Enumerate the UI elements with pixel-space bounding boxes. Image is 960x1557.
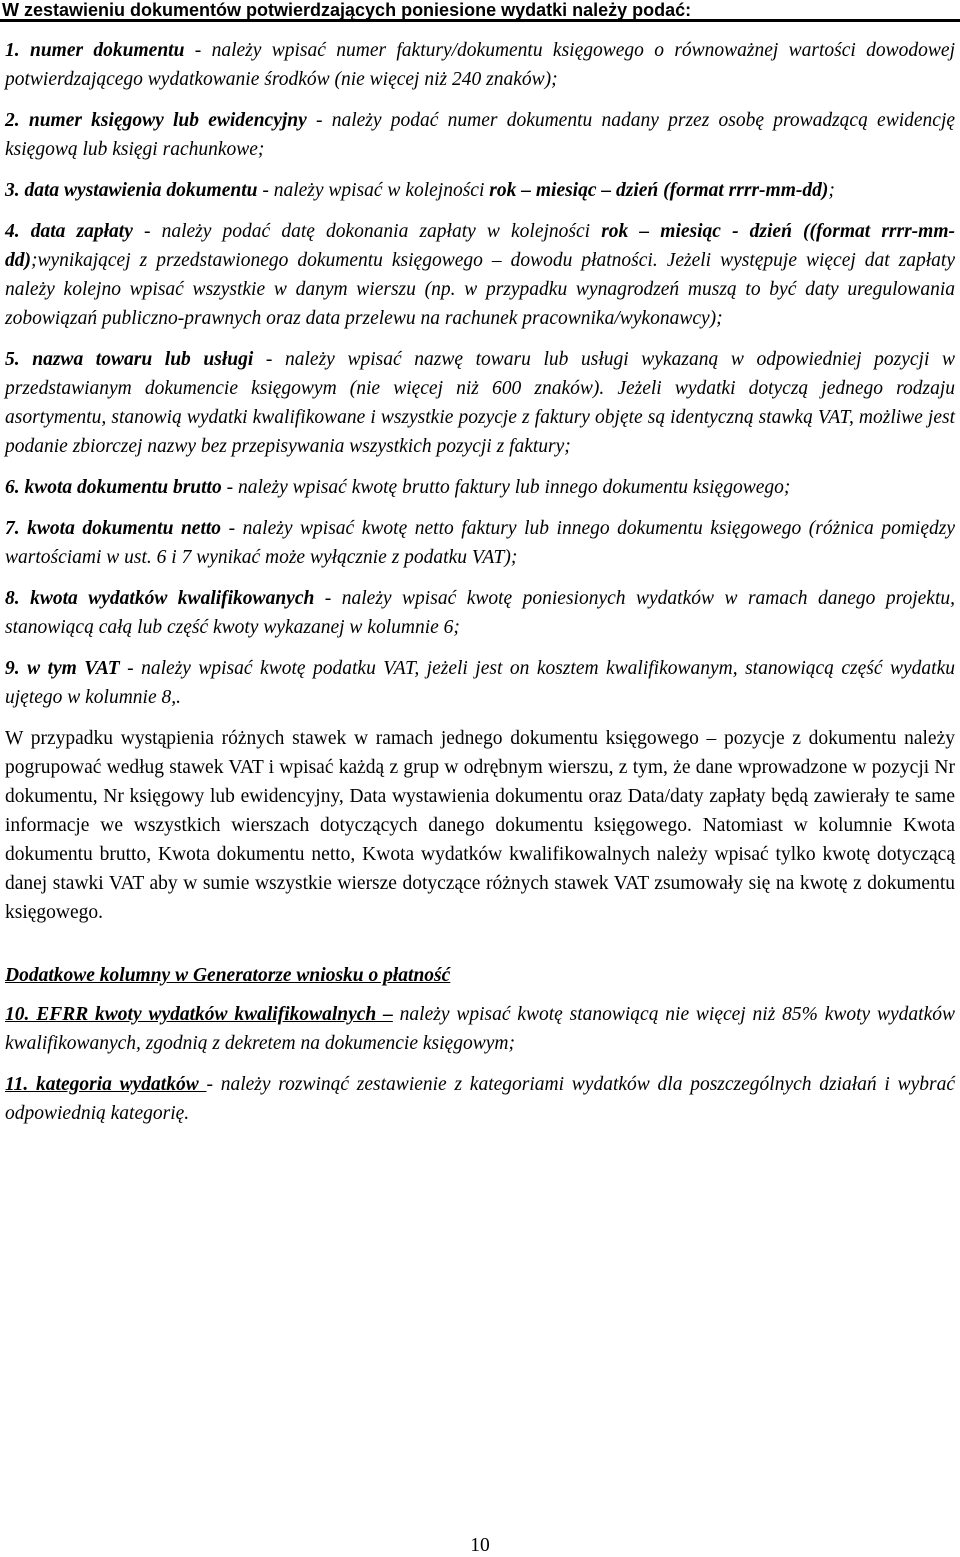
item-number: 7. xyxy=(5,518,20,539)
item-number: 8. xyxy=(5,588,20,609)
item-text: należy podać numer dokumentu nadany przez osobę prowadzącą ewidencję księgową lub księgi rachunkowe; xyxy=(5,110,956,160)
item-number: 6. xyxy=(5,477,20,498)
item-term: kwota dokumentu netto xyxy=(27,518,222,539)
item-text: należy wpisać kwotę poniesionych wydatków w ramach danego projektu, stanowiącą całą lub część kwoty wykazanej w kolumnie 6; xyxy=(5,588,955,638)
list-item-10 xyxy=(5,1000,955,1058)
item-separator: - xyxy=(314,588,342,609)
list-item-11 xyxy=(5,1070,955,1128)
page-header: W zestawieniu dokumentów potwierdzających poniesione wydatki należy podać: xyxy=(0,0,960,22)
list-item-5 xyxy=(5,345,955,461)
item-number: 1. xyxy=(5,40,20,61)
item-text: należy wpisać numer faktury/dokumentu księgowego o równoważnej wartości dowodowej potwierdzającego wydatkowanie środków (nie więcej niż 240 znaków); xyxy=(5,40,956,90)
item-text: należy wpisać kwotę netto faktury lub innego dokumentu księgowego (różnica pomiędzy wartościami w ust. 6 i 7 wynikać może wyłącznie z podatku VAT); xyxy=(5,518,955,568)
list-item-2 xyxy=(5,106,955,164)
item-text: - należy rozwinąć zestawienie z kategoriami wydatków dla poszczególnych działań i wybrać odpowiednią kategorię. xyxy=(5,1074,955,1124)
item-term: numer dokumentu xyxy=(29,40,185,61)
list-item-8 xyxy=(5,584,955,642)
item-term: nazwa towaru lub usługi xyxy=(32,349,254,370)
item-separator: - xyxy=(253,349,286,370)
list-item-3 xyxy=(5,176,955,205)
item-text: należy wpisać nazwę towaru lub usługi wykazaną w odpowiedniej pozycji w przedstawianym dokumencie księgowym (nie więcej niż 600 znaków). Jeżeli wydatki dotyczą jednego rodzaju asortymentu, stanowią wydatki kwalifikowane i wszystkie pozycje z faktury objęte są identyczną stawką VAT, możliwe jest podanie zbiorczej nazwy bez przepisywania wszystkich pozycji z faktury; xyxy=(5,349,955,457)
item-term: kwota dokumentu brutto xyxy=(24,477,222,498)
item-date-format: rok – miesiąc - dzień ((format rrrr-mm-dd) xyxy=(5,221,956,271)
item-number: 3. xyxy=(5,180,20,201)
item-term: kwota wydatków kwalifikowanych xyxy=(30,588,315,609)
item-separator: - xyxy=(184,40,212,61)
item-separator: - xyxy=(306,110,332,131)
list-item-6 xyxy=(5,473,955,502)
item-text: należy wpisać kwotę podatku VAT, jeżeli jest on kosztem kwalifikowanym, stanowiącą część wydatku ujętego w kolumnie 8,. xyxy=(5,658,955,708)
item-separator: - xyxy=(221,518,243,539)
item-term: data wystawienia dokumentu xyxy=(24,180,258,201)
item-number: 2. xyxy=(5,110,20,131)
item-number: 4. xyxy=(5,221,20,242)
item-separator: - xyxy=(119,658,142,679)
item-term: w tym VAT xyxy=(27,658,120,679)
item-text: należy wpisać kwotę stanowiącą nie więcej niż 85% kwoty wydatków kwalifikowanych, zgodnią z dekretem na dokumencie księgowym; xyxy=(5,1004,955,1054)
item-text-end: ; xyxy=(828,180,835,201)
list-item-7 xyxy=(5,514,955,572)
item-separator: - xyxy=(132,221,162,242)
item-text: należy wpisać w kolejności xyxy=(273,180,485,201)
item-term: 10. EFRR kwoty wydatków kwalifikowalnych – xyxy=(5,1004,393,1025)
item-term: 11. kategoria wydatków xyxy=(5,1074,207,1095)
list-item-1 xyxy=(5,36,955,94)
list-item-9 xyxy=(5,654,955,712)
item-separator: - xyxy=(221,477,238,498)
section-title: Dodatkowe kolumny w Generatorze wniosku o płatność xyxy=(5,965,451,986)
item-date-format: rok – miesiąc – dzień (format rrrr-mm-dd) xyxy=(489,180,829,201)
item-number: 5. xyxy=(5,349,20,370)
list-item-4 xyxy=(5,217,955,333)
item-text-end: ;wynikającej z przedstawionego dokumentu księgowego – dowodu płatności. Jeżeli występuje więcej dat zapłaty należy kolejno wpisać wszystkie w danym wierszu (np. w przypadku wynagrodzeń muszą to być daty uregulowania zobowiązań publiczno-prawnych oraz data przelewu na rachunek pracownika/wykonawcy); xyxy=(5,250,955,329)
page-number: 10 xyxy=(470,1535,490,1556)
document-body xyxy=(5,36,955,1140)
item-text: należy podać datę dokonania zapłaty w kolejności xyxy=(161,221,591,242)
item-number: 9. xyxy=(5,658,20,679)
item-term: data zapłaty xyxy=(30,221,133,242)
explanation-paragraph: W przypadku wystąpienia różnych stawek w ramach jednego dokumentu księgowego – pozycje z dokumentu należy pogrupować według stawek VAT i wpisać każdą z grup w odrębnym wierszu, z tym, że dane wprowadzone w pozycji Nr dokumentu, Nr księgowy lub ewidencyjny, Data wystawienia dokumentu oraz Data/daty zapłaty będą zawierały te same informacje we wszystkich wierszach dotyczących danego dokumentu księgowego. Natomiast w kolumnie Kwota dokumentu brutto, Kwota dokumentu netto, Kwota wydatków kwalifikowalnych należy wpisać tylko kwotę dotyczącą danej stawki VAT aby w sumie wszystkie wiersze dotyczące różnych stawek VAT zsumowały się na kwotę z dokumentu księgowego. xyxy=(5,728,955,923)
item-term: numer księgowy lub ewidencyjny xyxy=(28,110,307,131)
item-separator: - xyxy=(257,180,274,201)
item-text: należy wpisać kwotę brutto faktury lub innego dokumentu księgowego; xyxy=(237,477,791,498)
